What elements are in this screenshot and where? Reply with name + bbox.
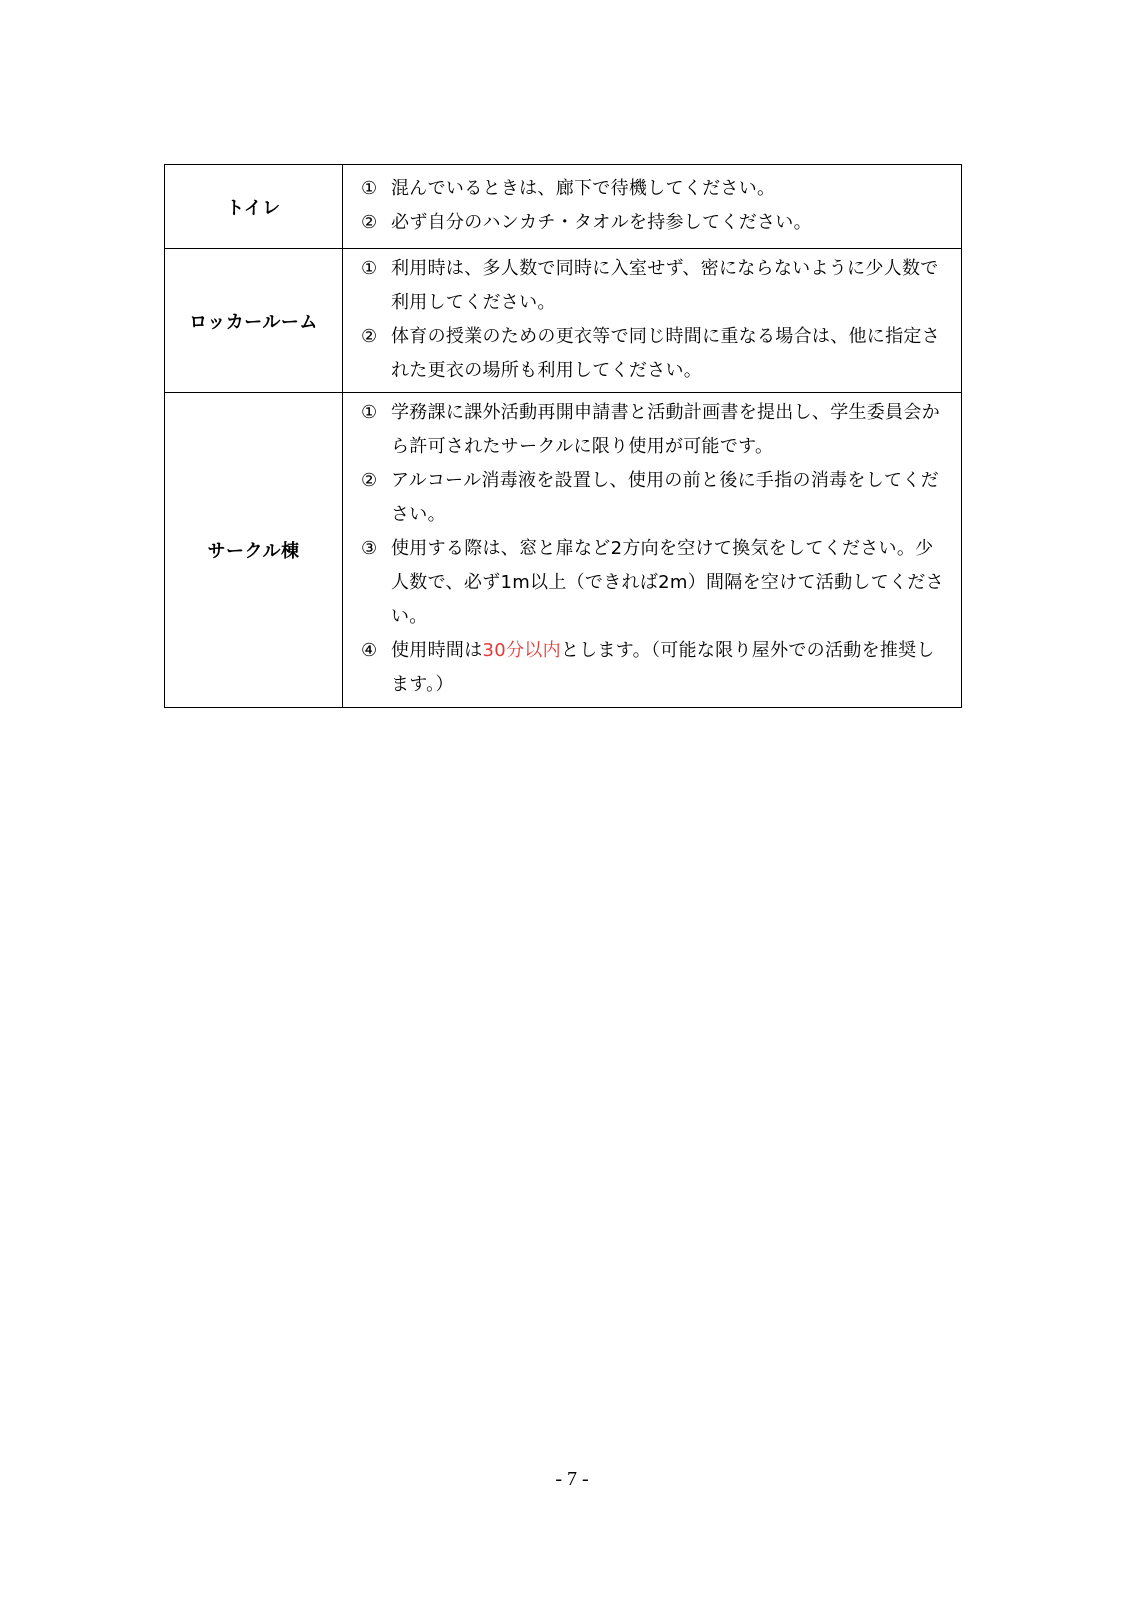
table-row [165,249,962,393]
rule-text: アルコール消毒液を設置し、使用の前と後に手指の消毒をしてください。 [391,470,939,525]
rules-list [343,165,962,249]
rule-number: ② [361,325,378,347]
rule-item [361,252,947,320]
rule-text: 利用時は、多人数で同時に入室せず、密にならないように少人数で利用してください。 [391,257,939,313]
time-limit-emphasis: 30分以内 [482,640,561,661]
rule-number: ② [361,470,378,491]
facility-name: サークル棟 [165,393,343,708]
table-row [165,393,962,708]
facility-rules-table [164,164,962,708]
rules-list [343,393,962,708]
rule-text-before: 使用時間は [391,640,483,661]
rule-number: ③ [361,538,378,559]
rule-text: 必ず自分のハンカチ・タオルを持参してください。 [391,211,812,233]
table-row [165,165,962,249]
page-number: - 7 - [555,1468,589,1490]
facility-name: ロッカールーム [165,249,343,393]
rule-number: ② [361,211,378,233]
rule-item [361,206,947,240]
rule-text [391,634,947,702]
rule-text-after: とします。（可能な限り屋外での活動を推奨します。） [391,640,935,695]
rule-text: 学務課に課外活動再開申請書と活動計画書を提出し、学生委員会から許可されたサークルに限り使用が可能です。 [391,402,940,457]
rule-item [361,396,947,464]
rule-text: 使用する際は、窓と扉など2方向を空けて換気をしてください。少人数で、必ず1m以上（できれば2m）間隔を空けて活動してください。 [391,538,944,627]
rule-item [361,464,947,532]
rule-number: ① [361,177,378,199]
rule-item [361,532,947,634]
rule-number: ① [361,257,378,279]
rule-text: 混んでいるときは、廊下で待機してください。 [391,177,776,199]
rule-number: ④ [361,640,378,661]
facility-name: トイレ [165,165,343,249]
rule-number: ① [361,402,378,423]
rule-item [361,634,947,702]
rule-item [361,320,947,388]
rule-text: 体育の授業のための更衣等で同じ時間に重なる場合は、他に指定された更衣の場所も利用してください。 [391,325,940,381]
rule-item [361,172,947,206]
rules-list [343,249,962,393]
